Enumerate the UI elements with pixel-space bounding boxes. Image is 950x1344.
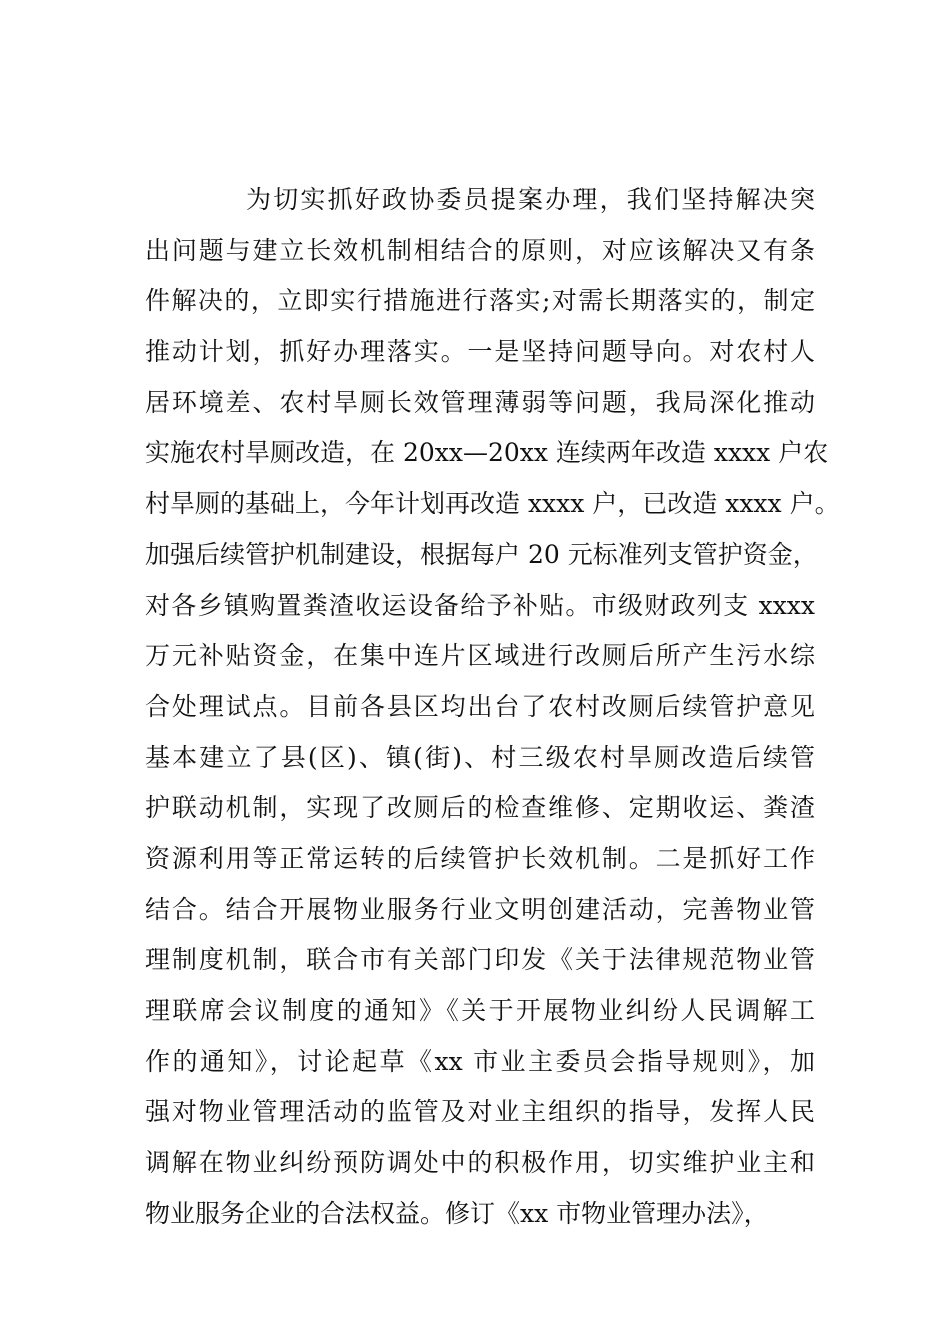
text-line: 理联席会议制度的通知》《关于开展物业纠纷人民调解工 <box>145 996 815 1025</box>
body-paragraph <box>145 178 840 1242</box>
text-line: 合处理试点。目前各县区均出台了农村改厕后续管护意见 <box>145 691 815 721</box>
text-line: 村旱厕的基础上，今年计划再改造 xxxx 户，已改造 xxxx 户。 <box>145 489 840 519</box>
text-line: 对各乡镇购置粪渣收运设备给予补贴。市级财政列支 xxxx <box>145 590 815 620</box>
text-line: 调解在物业纠纷预防调处中的积极作用，切实维护业主和 <box>145 1148 815 1178</box>
text-line: 理制度机制，联合市有关部门印发《关于法律规范物业管 <box>145 945 815 975</box>
text-line: 物业服务企业的合法权益。修订《xx 市物业管理办法》， <box>145 1198 769 1228</box>
text-line: 件解决的，立即实行措施进行落实;对需长期落实的，制定 <box>145 286 815 316</box>
text-line: 基本建立了县(区)、镇(街)、村三级农村旱厕改造后续管 <box>145 742 815 772</box>
text-line: 结合。结合开展物业服务行业文明创建活动，完善物业管 <box>145 894 815 924</box>
text-line: 万元补贴资金，在集中连片区域进行改厕后所产生污水综 <box>145 641 815 671</box>
text-line: 实施农村旱厕改造，在 20xx—20xx 连续两年改造 xxxx 户农 <box>145 438 829 468</box>
text-line: 居环境差、农村旱厕长效管理薄弱等问题，我局深化推动 <box>145 387 815 417</box>
text-line: 护联动机制，实现了改厕后的检查维修、定期收运、粪渣 <box>145 793 815 823</box>
text-line: 资源利用等正常运转的后续管护长效机制。二是抓好工作 <box>145 843 815 873</box>
text-line: 为切实抓好政协委员提案办理，我们坚持解决突 <box>246 185 815 214</box>
text-line: 作的通知》，讨论起草《xx 市业主委员会指导规则》，加 <box>145 1046 815 1076</box>
text-line: 推动计划，抓好办理落实。一是坚持问题导向。对农村人 <box>145 337 815 367</box>
text-line: 出问题与建立长效机制相结合的原则，对应该解决又有条 <box>145 235 815 265</box>
text-line: 强对物业管理活动的监管及对业主组织的指导，发挥人民 <box>145 1097 815 1127</box>
text-line: 加强后续管护机制建设，根据每户 20 元标准列支管护资金， <box>145 539 818 569</box>
